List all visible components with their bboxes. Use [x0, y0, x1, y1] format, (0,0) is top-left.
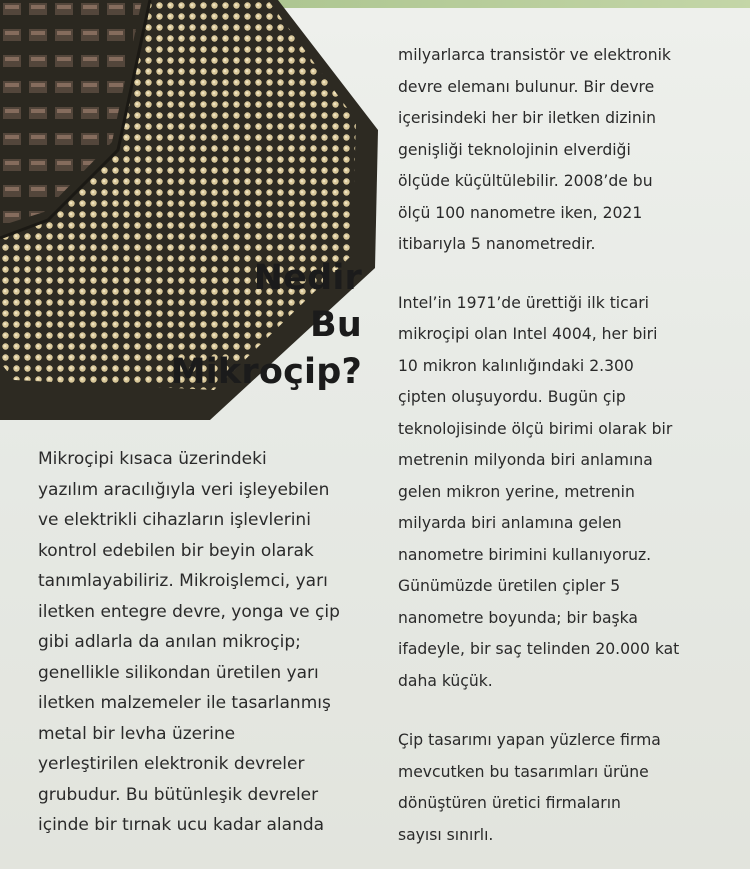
text-line: metrenin milyonda biri anlamına	[398, 451, 653, 469]
text-line: ölçü 100 nanometre iken, 2021	[398, 203, 643, 222]
text-line: daha küçük.	[398, 671, 493, 690]
text-line: iletken entegre devre, yonga ve çip	[38, 601, 340, 622]
text-line: Mikroçipi kısaca üzerindeki	[38, 449, 267, 469]
text-line: ve elektrikli cihazların işlevlerini	[38, 510, 311, 530]
text-line: ölçüde küçültülebilir. 2008’de bu	[398, 172, 653, 190]
text-line: metal bir levha üzerine	[38, 723, 236, 744]
article-title	[171, 255, 362, 396]
paragraph-2	[398, 288, 733, 698]
text-line: Günümüzde üretilen çipler 5	[398, 577, 621, 595]
title-line: Bu	[310, 305, 362, 345]
text-line: tanımlayabiliriz. Mikroişlemci, yarı	[38, 571, 328, 591]
text-line: yazılım aracılığıyla veri işleyebilen	[38, 479, 330, 500]
title-line: Nedir	[253, 258, 362, 298]
text-line: genişliği teknolojinin elverdiği	[398, 140, 631, 159]
left-column-text	[38, 444, 383, 841]
text-line: gibi adlarla da anılan mikroçip;	[38, 632, 301, 652]
text-line: teknolojisinde ölçü birimi olarak bir	[398, 419, 673, 438]
text-line: mikroçipi olan Intel 4004, her biri	[398, 325, 658, 343]
paragraph-spacer	[398, 261, 733, 288]
text-line: iletken malzemeler ile tasarlanmış	[38, 693, 331, 713]
text-line: gelen mikron yerine, metrenin	[398, 482, 635, 501]
text-line: nanometre birimini kullanıyoruz.	[398, 545, 652, 564]
text-line: kontrol edebilen bir beyin olarak	[38, 540, 314, 561]
text-line: 10 mikron kalınlığındaki 2.300	[398, 356, 634, 375]
text-line: dönüştüren üretici firmaların	[398, 794, 621, 812]
text-line: yerleştirilen elektronik devreler	[38, 754, 305, 774]
right-column-text	[398, 40, 733, 851]
text-line: Çip tasarımı yapan yüzlerce firma	[398, 731, 661, 749]
text-line: Intel’in 1971’de ürettiği ilk ticari	[398, 293, 650, 312]
text-line: içinde bir tırnak ucu kadar alanda	[38, 815, 325, 835]
text-line: itibarıyla 5 nanometredir.	[398, 235, 596, 253]
text-line: devre elemanı bulunur. Bir devre	[398, 77, 655, 96]
paragraph-spacer	[398, 697, 733, 725]
text-line: genellikle silikondan üretilen yarı	[38, 662, 319, 683]
title-line: Mikroçip?	[170, 352, 362, 392]
paragraph-3	[398, 725, 733, 851]
text-line: sayısı sınırlı.	[398, 825, 494, 844]
paragraph-1	[398, 40, 733, 261]
text-line: ifadeyle, bir saç telinden 20.000 kat	[398, 640, 680, 658]
text-line: milyarda biri anlamına gelen	[398, 514, 622, 532]
text-line: nanometre boyunda; bir başka	[398, 608, 638, 627]
text-line: çipten oluşuyordu. Bugün çip	[398, 388, 626, 406]
text-line: milyarlarca transistör ve elektronik	[398, 46, 671, 64]
text-line: içerisindeki her bir iletken dizinin	[398, 109, 656, 127]
text-line: mevcutken bu tasarımları ürüne	[398, 762, 649, 781]
text-line: grubudur. Bu bütünleşik devreler	[38, 784, 319, 805]
